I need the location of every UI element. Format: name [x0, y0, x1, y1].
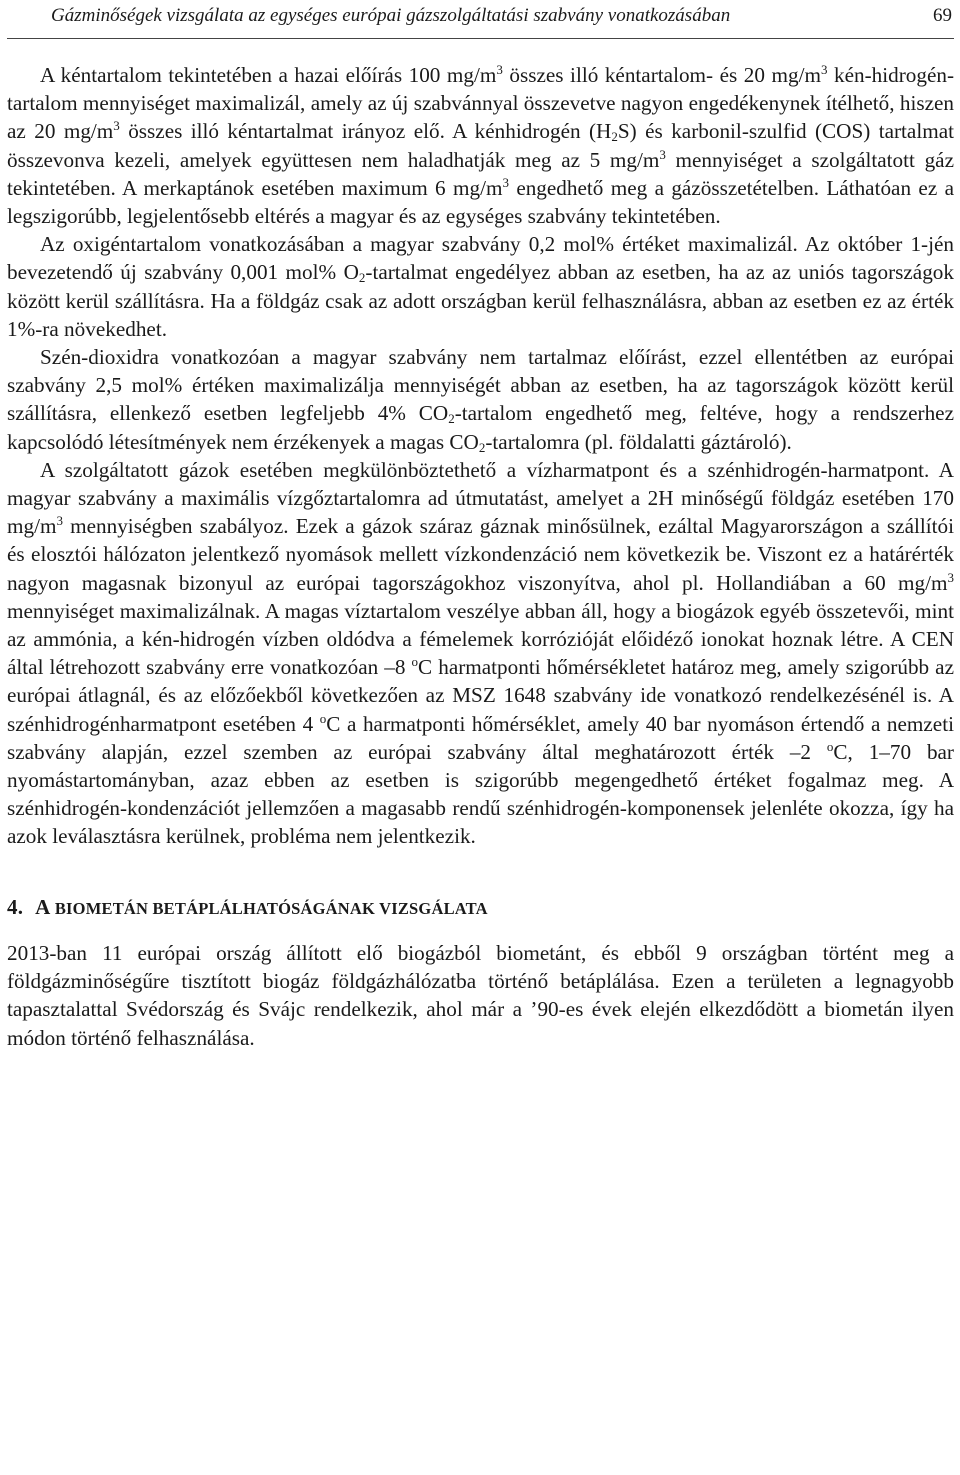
body-text	[7, 61, 954, 1052]
section-title-initial: A	[35, 894, 51, 919]
text-run: Az oxigéntartalom vonatkozásában a magyar szabvány 0,2 mol% értéket maximalizál. Az október 1-jén bevezetendő új szabvány 0,001 mol% O	[7, 232, 954, 285]
subscript: 2	[611, 129, 618, 145]
paragraph-sulfur	[7, 61, 954, 230]
subscript: 2	[478, 439, 486, 455]
text-run: összes illó kéntartalmat irányoz elő. A kénhidrogén (H	[119, 119, 612, 144]
text-run: -tartalomra (pl. földalatti gáztároló).	[485, 429, 792, 454]
superscript: o	[826, 738, 834, 754]
text-run: C a harmatponti hőmérséklet, amely 40 bar nyomáson értendő a nemzeti szabvány alapján, ezzel szemben az európai szabvány által meghatározott érték –2	[7, 711, 954, 764]
subscript: 2	[358, 270, 366, 286]
paragraph-oxygen	[7, 230, 954, 343]
paragraph-dewpoint	[7, 456, 954, 851]
superscript: 3	[947, 569, 954, 585]
text-run: Szén-dioxidra vonatkozóan a magyar szabvány nem tartalmaz előírást, ezzel ellentétben az európai szabvány 2,5 mol% értéken maximalizálja mennyiségét abban az esetben, ha az tagországok között kerül szállításra, ellenkező esetben legfeljebb 4% CO	[7, 345, 954, 426]
superscript: 3	[659, 146, 666, 162]
section-heading	[7, 893, 954, 923]
section-number: 4.	[7, 894, 24, 919]
paragraph-carbon-dioxide	[7, 343, 954, 456]
subscript: 2	[448, 411, 455, 427]
superscript: 3	[496, 62, 503, 77]
text-run: engedhető meg a gázösszetételben. Láthatóan ez a legszigorúbb, legjelentősebb eltérés a magyar és az egységes szabvány tekintetében.	[7, 175, 954, 229]
text-run: A szolgáltatott gázok esetében megkülönböztethető a vízharmatpont és a szénhidrogén-harmatpont. A magyar szabvány a maximális vízgőztartalomra ad útmutatást, amelyet a 2H minőségű földgáz esetében 170 mg/m	[7, 457, 954, 539]
text-run: mennyiséget maximalizálnak. A magas víztartalom veszélye abban áll, hogy a biogázok egyéb összetevői, mint az ammónia, a kén-hidrogén vízben oldódva a fémelemek korrózióját előidéző ionokat hoznak létre. A CEN által létrehozott szabvány erre vonatkozóan –8	[7, 598, 954, 680]
document-page	[7, 0, 954, 1052]
text-run: mennyiséget a szolgáltatott gáz tekintetében. A merkaptánok esetében maximum 6 mg/m	[7, 147, 954, 200]
paragraph-biomethane: 2013-ban 11 európai ország állított elő biogázból biometánt, és ebből 9 országban történt meg a földgázminőségűre tisztított biogáz földgázhálózatba történő betáplálása. Ezen a területen a legnagyobb tapasztalattal Svédország és Svájc rendelkezik, ahol már a ’90-es évek elején elkezdődött a biometán ilyen módon történő felhasználása.	[7, 940, 954, 1050]
text-run: mennyiségben szabályoz. Ezek a gázok száraz gáznak minősülnek, ezáltal Magyarországon a szállítói és elosztói hálózaton jelentkező nyomások mellett vízkondenzáció nem következik be. Viszont ez a határérték nagyon magasnak bizonyul az európai tagországokhoz viszonyítva, ahol pl. Hollandiában a 60 mg/m	[7, 514, 954, 595]
header-title: Gázminőségek vizsgálata az egységes európai gázszolgáltatási szabvány vonatkozásában	[51, 5, 731, 26]
section-title: BIOMETÁN BETÁPLÁLHATÓSÁGÁNAK VIZSGÁLATA	[50, 898, 488, 918]
superscript: 3	[56, 513, 63, 529]
text-run: -tartalom engedhető meg, feltéve, hogy a rendszerhez kapcsolódó létesítmények nem érzékenyek a magas CO	[7, 401, 954, 454]
superscript: o	[319, 710, 327, 726]
text-run: C, 1–70 bar nyomástartományban, azaz ebben az esetben is szigorúbb megengedhető értéket fogalmaz meg. A szénhidrogén-kondenzációt jellemzően a magasabb rendű szénhidrogén-komponensek jelenléte okozza, így ha azok leválasztásra kerülnek, probléma nem jelentkezik.	[7, 739, 954, 849]
superscript: 3	[502, 174, 509, 190]
text-run: A kéntartalom tekintetében a hazai előírás 100 mg/m	[40, 63, 497, 87]
text-run: -tartalmat engedélyez abban az esetben, ha az az uniós tagországok között kerül szállításra. Ha a földgáz csak az adott országban kerül felhasználásra, abban az esetben ez az érték 1%-ra növekedhet.	[7, 260, 954, 341]
superscript: 3	[820, 62, 828, 77]
text-run: C harmatponti hőmérsékletet határoz meg, amely szigorúbb az európai átlagnál, és az előzőekből következően az MSZ 1648 szabvány ide vonatkozó rendelkezésénél is. A szénhidrogénharmatpont esetében 4	[7, 655, 954, 736]
superscript: o	[411, 654, 419, 670]
page-number: 69	[933, 5, 952, 26]
running-header	[7, 0, 954, 39]
text-run: kén-hidrogén-tartalom mennyiséget maximalizál, amely az új szabvánnyal összevetve nagyon engedékenynek ítélhető, hiszen az 20 mg/m	[7, 63, 954, 144]
superscript: 3	[113, 118, 120, 134]
text-run: összes illó kéntartalom- és 20 mg/m	[502, 63, 821, 87]
text-run: S) és karbonil-szulfid (COS) tartalmat összevonva kezeli, amelyek együttesen nem haladhatják meg az 5 mg/m	[7, 119, 954, 172]
